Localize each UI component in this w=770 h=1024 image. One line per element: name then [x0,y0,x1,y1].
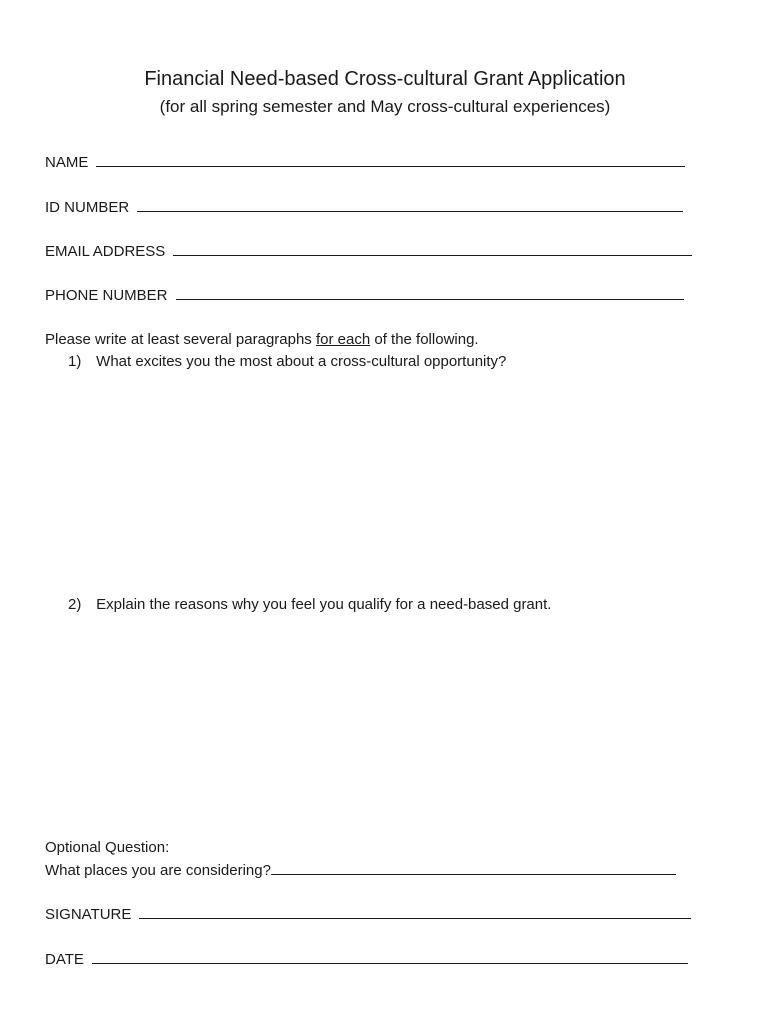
optional-question-prompt: What places you are considering? [45,862,271,879]
name-label: NAME [45,154,89,171]
name-field-row [45,152,685,173]
instructions-text-before: Please write at least several paragraphs [45,331,316,348]
email-field-row [45,241,692,262]
id-number-field-row [45,197,683,218]
places-input-line[interactable] [271,860,676,875]
optional-question-row [45,860,676,881]
signature-label: SIGNATURE [45,906,132,923]
date-field-row [45,949,688,970]
signature-field-row [45,904,691,925]
question-2 [68,595,551,615]
date-label: DATE [45,951,84,968]
date-input-line[interactable] [92,949,688,964]
id-number-label: ID NUMBER [45,199,130,216]
instructions-emphasis: for each [315,331,371,348]
id-number-input-line[interactable] [137,197,683,212]
form-title: Financial Need-based Cross-cultural Grant Application [144,68,626,90]
optional-question-heading: Optional Question: [45,839,170,856]
question-2-text: Explain the reasons why you feel you qualify for a need-based grant. [96,596,552,613]
phone-field-row [45,285,684,306]
phone-label: PHONE NUMBER [45,287,168,304]
email-label: EMAIL ADDRESS [45,243,166,260]
email-input-line[interactable] [173,241,692,256]
phone-input-line[interactable] [176,285,684,300]
instructions [45,330,479,350]
name-input-line[interactable] [96,152,685,167]
question-1-answer-area[interactable] [90,380,690,580]
instructions-text-after: of the following. [370,331,479,348]
question-2-number: 2) [68,596,82,613]
question-1-text: What excites you the most about a cross-cultural opportunity? [96,353,507,370]
question-2-answer-area[interactable] [90,622,690,822]
signature-input-line[interactable] [139,904,691,919]
question-1 [68,352,506,372]
form-subtitle: (for all spring semester and May cross-cultural experiences) [159,97,611,116]
question-1-number: 1) [68,353,82,370]
